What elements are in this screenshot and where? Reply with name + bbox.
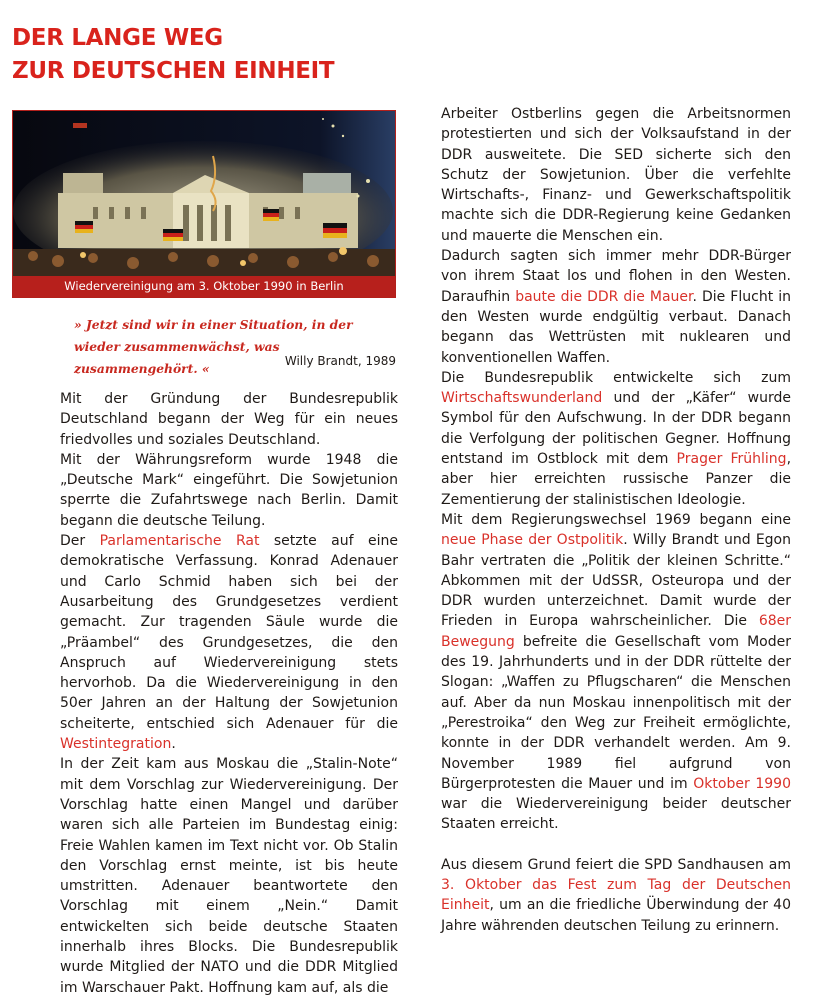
quote-author: Willy Brandt, 1989 xyxy=(284,354,396,368)
text: , um an die friedliche Überwindung der 40 Jahre währenden deutschen Teilung zu erinnern. xyxy=(441,897,791,934)
pull-quote: » Jetzt sind wir in einer Situation, in der wieder zusammenwächst, was zusammengehört. « xyxy=(74,317,353,376)
text: Mit dem Regierungswechsel 1969 begann eine xyxy=(441,511,791,528)
paragraph xyxy=(441,510,791,835)
highlight-mauer: baute die DDR die Mauer xyxy=(515,288,693,305)
text: Dadurch sagten sich immer mehr DDR-Bürger von ihrem Staat los und flohen in den Westen. Daraufhin xyxy=(441,248,791,305)
paragraph xyxy=(441,855,791,936)
page-title xyxy=(12,22,334,88)
paragraph: Arbeiter Ostberlins gegen die Arbeitsnormen protestierten und sich der Volksaufstand in der DDR ausweitete. Die SED sicherte sich den Schutz der Sowjetunion. Über die verfehlte Wirtschafts-, Finanz- und Gewerkschaftspolitik machte sich die DDR-Regierung keine Gedanken und mauerte die Menschen ein. xyxy=(441,106,791,244)
paragraph xyxy=(441,246,791,368)
highlight-prager-fruehling: Prager Frühling xyxy=(676,451,787,468)
text: . Die Flucht in den Westen wurde endgültig verbaut. Danach begann das Wettrüsten mit nuklearen und konventionellen Waffen. xyxy=(441,288,791,366)
text: war die Wiedervereinigung beider deutscher Staaten erreicht. xyxy=(441,796,791,833)
title-line-1: DER LANGE WEG xyxy=(12,25,223,51)
text: setzte auf eine demokratische Verfassung. Konrad Adenauer und Carlo Schmid haben sich bei der Ausarbeitung des Grundgesetzes verdient gemacht. Zur tragenden Säule wurde die „Präambel“ des Grundgesetzes, die den Anspruch auf Wiedervereinigung stets hervorhob. Da die Wiedervereinigung in den 50er Jahren an der Haltung der Sowjetunion scheiterte, entschied sich Adenauer für die xyxy=(60,533,398,732)
text: . xyxy=(171,736,176,753)
paragraph xyxy=(441,368,791,510)
highlight-westintegration: Westintegration xyxy=(60,736,172,753)
highlight-ostpolitik: neue Phase der Ostpolitik xyxy=(441,532,624,549)
photo-caption: Wiedervereinigung am 3. Oktober 1990 in Berlin xyxy=(13,276,395,297)
reichstag-photo xyxy=(12,110,396,298)
text: befreite die Gesellschaft vom Moder des 19. Jahrhunderts und in der DDR rüttelte der Slogan: „Waffen zu Pflugscharen“ die Menschen auf. Aber da nun Moskau innenpolitisch mit der „Perestroika“ den Weg zur Freiheit ermöglichte, konnte in der DDR verhandelt werden. Am 9. November 1989 fiel aufgrund von Bürgerprotesten die Mauer und im xyxy=(441,633,791,792)
text: Der xyxy=(60,533,100,550)
paragraph xyxy=(60,531,398,754)
text: , aber hier erreichten russische Panzer die Zementierung der stalinistischen Ideologie. xyxy=(441,451,792,508)
text: Die Bundesrepublik entwickelte sich zum xyxy=(441,369,791,386)
text: . Willy Brandt und Egon Bahr vertraten die „Politik der kleinen Schritte.“ Abkommen mit der UdSSR, Osteuropa und der DDR wurden unterzeichnet. Damit wurde der Frieden in Europa wahrscheinlicher. Die xyxy=(441,532,791,630)
highlight-68er-bewegung: 68er Bewegung xyxy=(441,613,791,650)
title-line-2: ZUR DEUTSCHEN EINHEIT xyxy=(12,58,335,84)
spacer xyxy=(441,835,791,855)
left-column xyxy=(60,389,398,998)
text: und der „Käfer“ wurde Symbol für den Aufschwung. In der DDR begann die Verfolgung der politischen Gegner. Hoffnung entstand im Ostblock mit dem xyxy=(441,390,791,468)
right-column xyxy=(441,104,791,936)
highlight-parlamentarische-rat: Parlamentarische Rat xyxy=(99,533,260,550)
paragraph: In der Zeit kam aus Moskau die „Stalin-Note“ mit dem Vorschlag zur Wiedervereinigung. Der Vorschlag hatte einen Mangel und darüber waren sich alle Parteien im Bundestag einig: Freie Wahlen kamen im Text nicht vor. Ob Stalin den Vorschlag ernst meinte, ist bis heute umstritten. Adenauer beantwortete den Vorschlag mit einem „Nein.“ Damit entwickelten sich beide deutsche Staaten innerhalb ihres Blocks. Die Bundesrepublik wurde Mitglied der NATO und die DDR Mitglied im Warschauer Pakt. Hoffnung kam auf, als die xyxy=(60,756,398,996)
paragraph: Mit der Währungsreform wurde 1948 die „Deutsche Mark“ eingeführt. Die Sowjetunion sperrte die Zufahrtswege nach Berlin. Damit begann die deutsche Teilung. xyxy=(60,451,398,529)
highlight-wirtschaftswunderland: Wirtschaftswunderland xyxy=(441,390,603,407)
text: Aus diesem Grund feiert die SPD Sandhausen am xyxy=(441,856,791,873)
photo-illustration xyxy=(13,111,396,298)
highlight-fest-deutsche-einheit: 3. Oktober das Fest zum Tag der Deutschen Einheit xyxy=(441,876,791,914)
highlight-oktober-1990: Oktober 1990 xyxy=(693,775,791,792)
paragraph: Mit der Gründung der Bundesrepublik Deutschland begann der Weg für ein neues friedvolles und soziales Deutschland. xyxy=(60,391,398,448)
